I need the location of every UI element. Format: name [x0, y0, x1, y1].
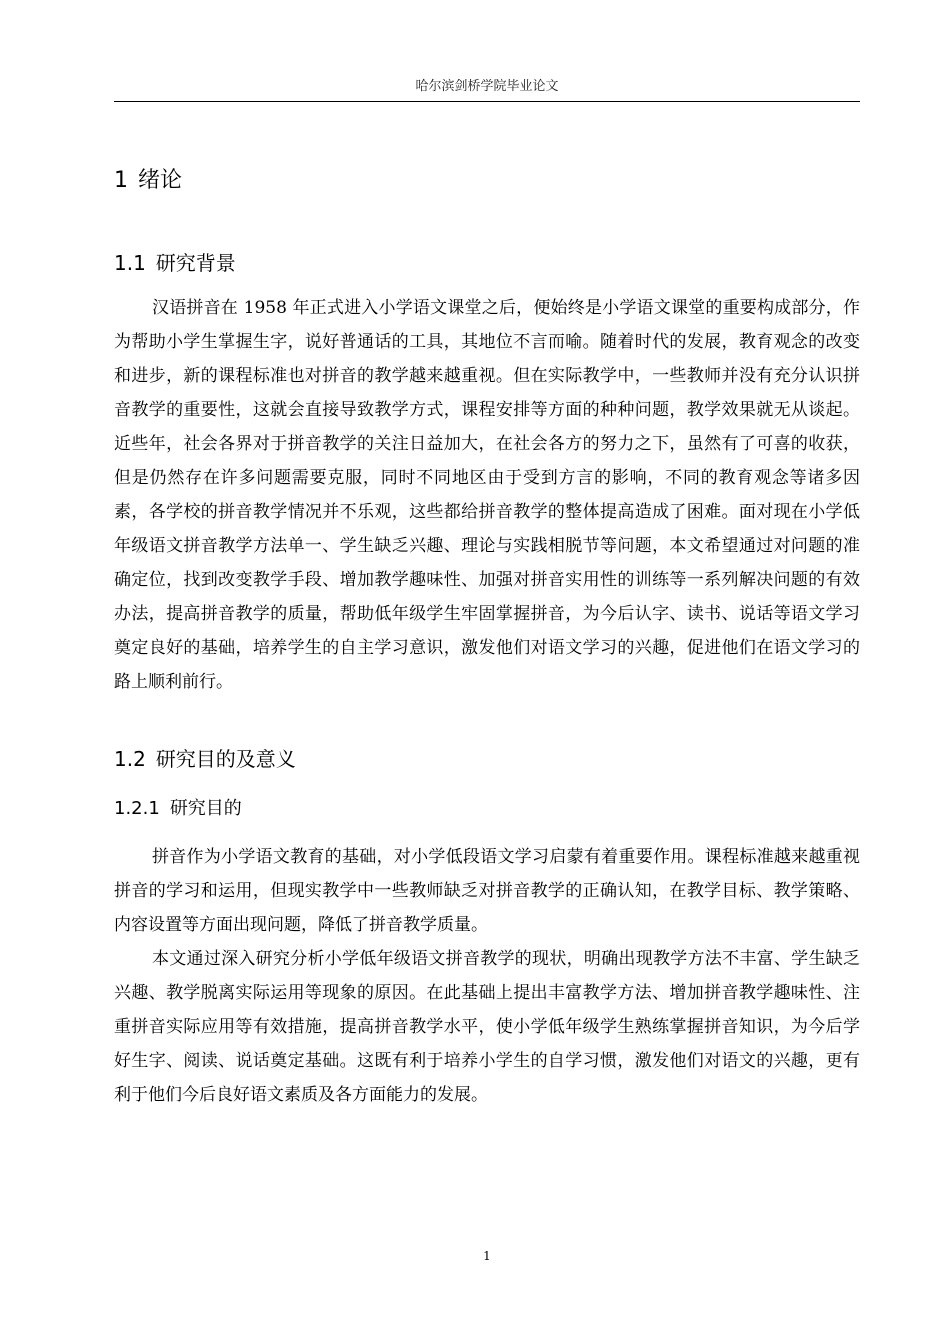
section-title: 研究目的及意义	[155, 747, 296, 771]
purpose-paragraph-1: 拼音作为小学语文教育的基础，对小学低段语文学习启蒙有着重要作用。课程标准越来越重视拼音的学习和运用，但现实教学中一些教师缺乏对拼音教学的正确认知，在教学目标、教学策略、内容设置等方面出现问题，降低了拼音教学质量。	[114, 847, 860, 935]
subsection-number: 1.2.1	[114, 798, 160, 819]
page-header: 哈尔滨剑桥学院毕业论文	[415, 79, 559, 94]
purpose-paragraph-2: 本文通过深入研究分析小学低年级语文拼音教学的现状，明确出现教学方法不丰富、学生缺乏兴趣、教学脱离实际运用等现象的原因。在此基础上提出丰富教学方法、增加拼音教学趣味性、注重拼音实际应用等有效措施，提高拼音教学水平，使小学低年级学生熟练掌握拼音知识，为今后学好生字、阅读、说话奠定基础。这既有利于培养小学生的自学习惯，激发他们对语文的兴趣，更有利于他们今后良好语文素质及各方面能力的发展。	[114, 949, 860, 1105]
subsection-heading-1-2-1	[114, 796, 242, 822]
chapter-number: 1	[114, 168, 128, 193]
section-number: 1.1	[114, 251, 146, 275]
chapter-heading	[114, 166, 182, 196]
section-heading-1-2	[114, 745, 296, 773]
chapter-title: 绪论	[138, 168, 183, 193]
page-number: 1	[483, 1249, 491, 1263]
subsection-title: 研究目的	[169, 798, 242, 819]
background-paragraph: 汉语拼音在 1958 年正式进入小学语文课堂之后，便始终是小学语文课堂的重要构成部分，作为帮助小学生掌握生字，说好普通话的工具，其地位不言而喻。随着时代的发展，教育观念的改变和进步，新的课程标准也对拼音的教学越来越重视。但在实际教学中，一些教师并没有充分认识拼音教学的重要性，这就会直接导致教学方式，课程安排等方面的种种问题，教学效果就无从谈起。近些年，社会各界对于拼音教学的关注日益加大，在社会各方的努力之下，虽然有了可喜的收获，但是仍然存在许多问题需要克服，同时不同地区由于受到方言的影响，不同的教育观念等诸多因素，各学校的拼音教学情况并不乐观，这些都给拼音教学的整体提高造成了困难。面对现在小学低年级语文拼音教学方法单一、学生缺乏兴趣、理论与实践相脱节等问题，本文希望通过对问题的准确定位，找到改变教学手段、增加教学趣味性、加强对拼音实用性的训练等一系列解决问题的有效办法，提高拼音教学的质量，帮助低年级学生牢固掌握拼音，为今后认字、读书、说话等语文学习奠定良好的基础，培养学生的自主学习意识，激发他们对语文学习的兴趣，促进他们在语文学习的路上顺利前行。	[114, 298, 860, 692]
section-title: 研究背景	[155, 251, 236, 275]
section-heading-1-1	[114, 249, 236, 277]
header-divider	[114, 101, 860, 102]
section-number: 1.2	[114, 747, 146, 771]
